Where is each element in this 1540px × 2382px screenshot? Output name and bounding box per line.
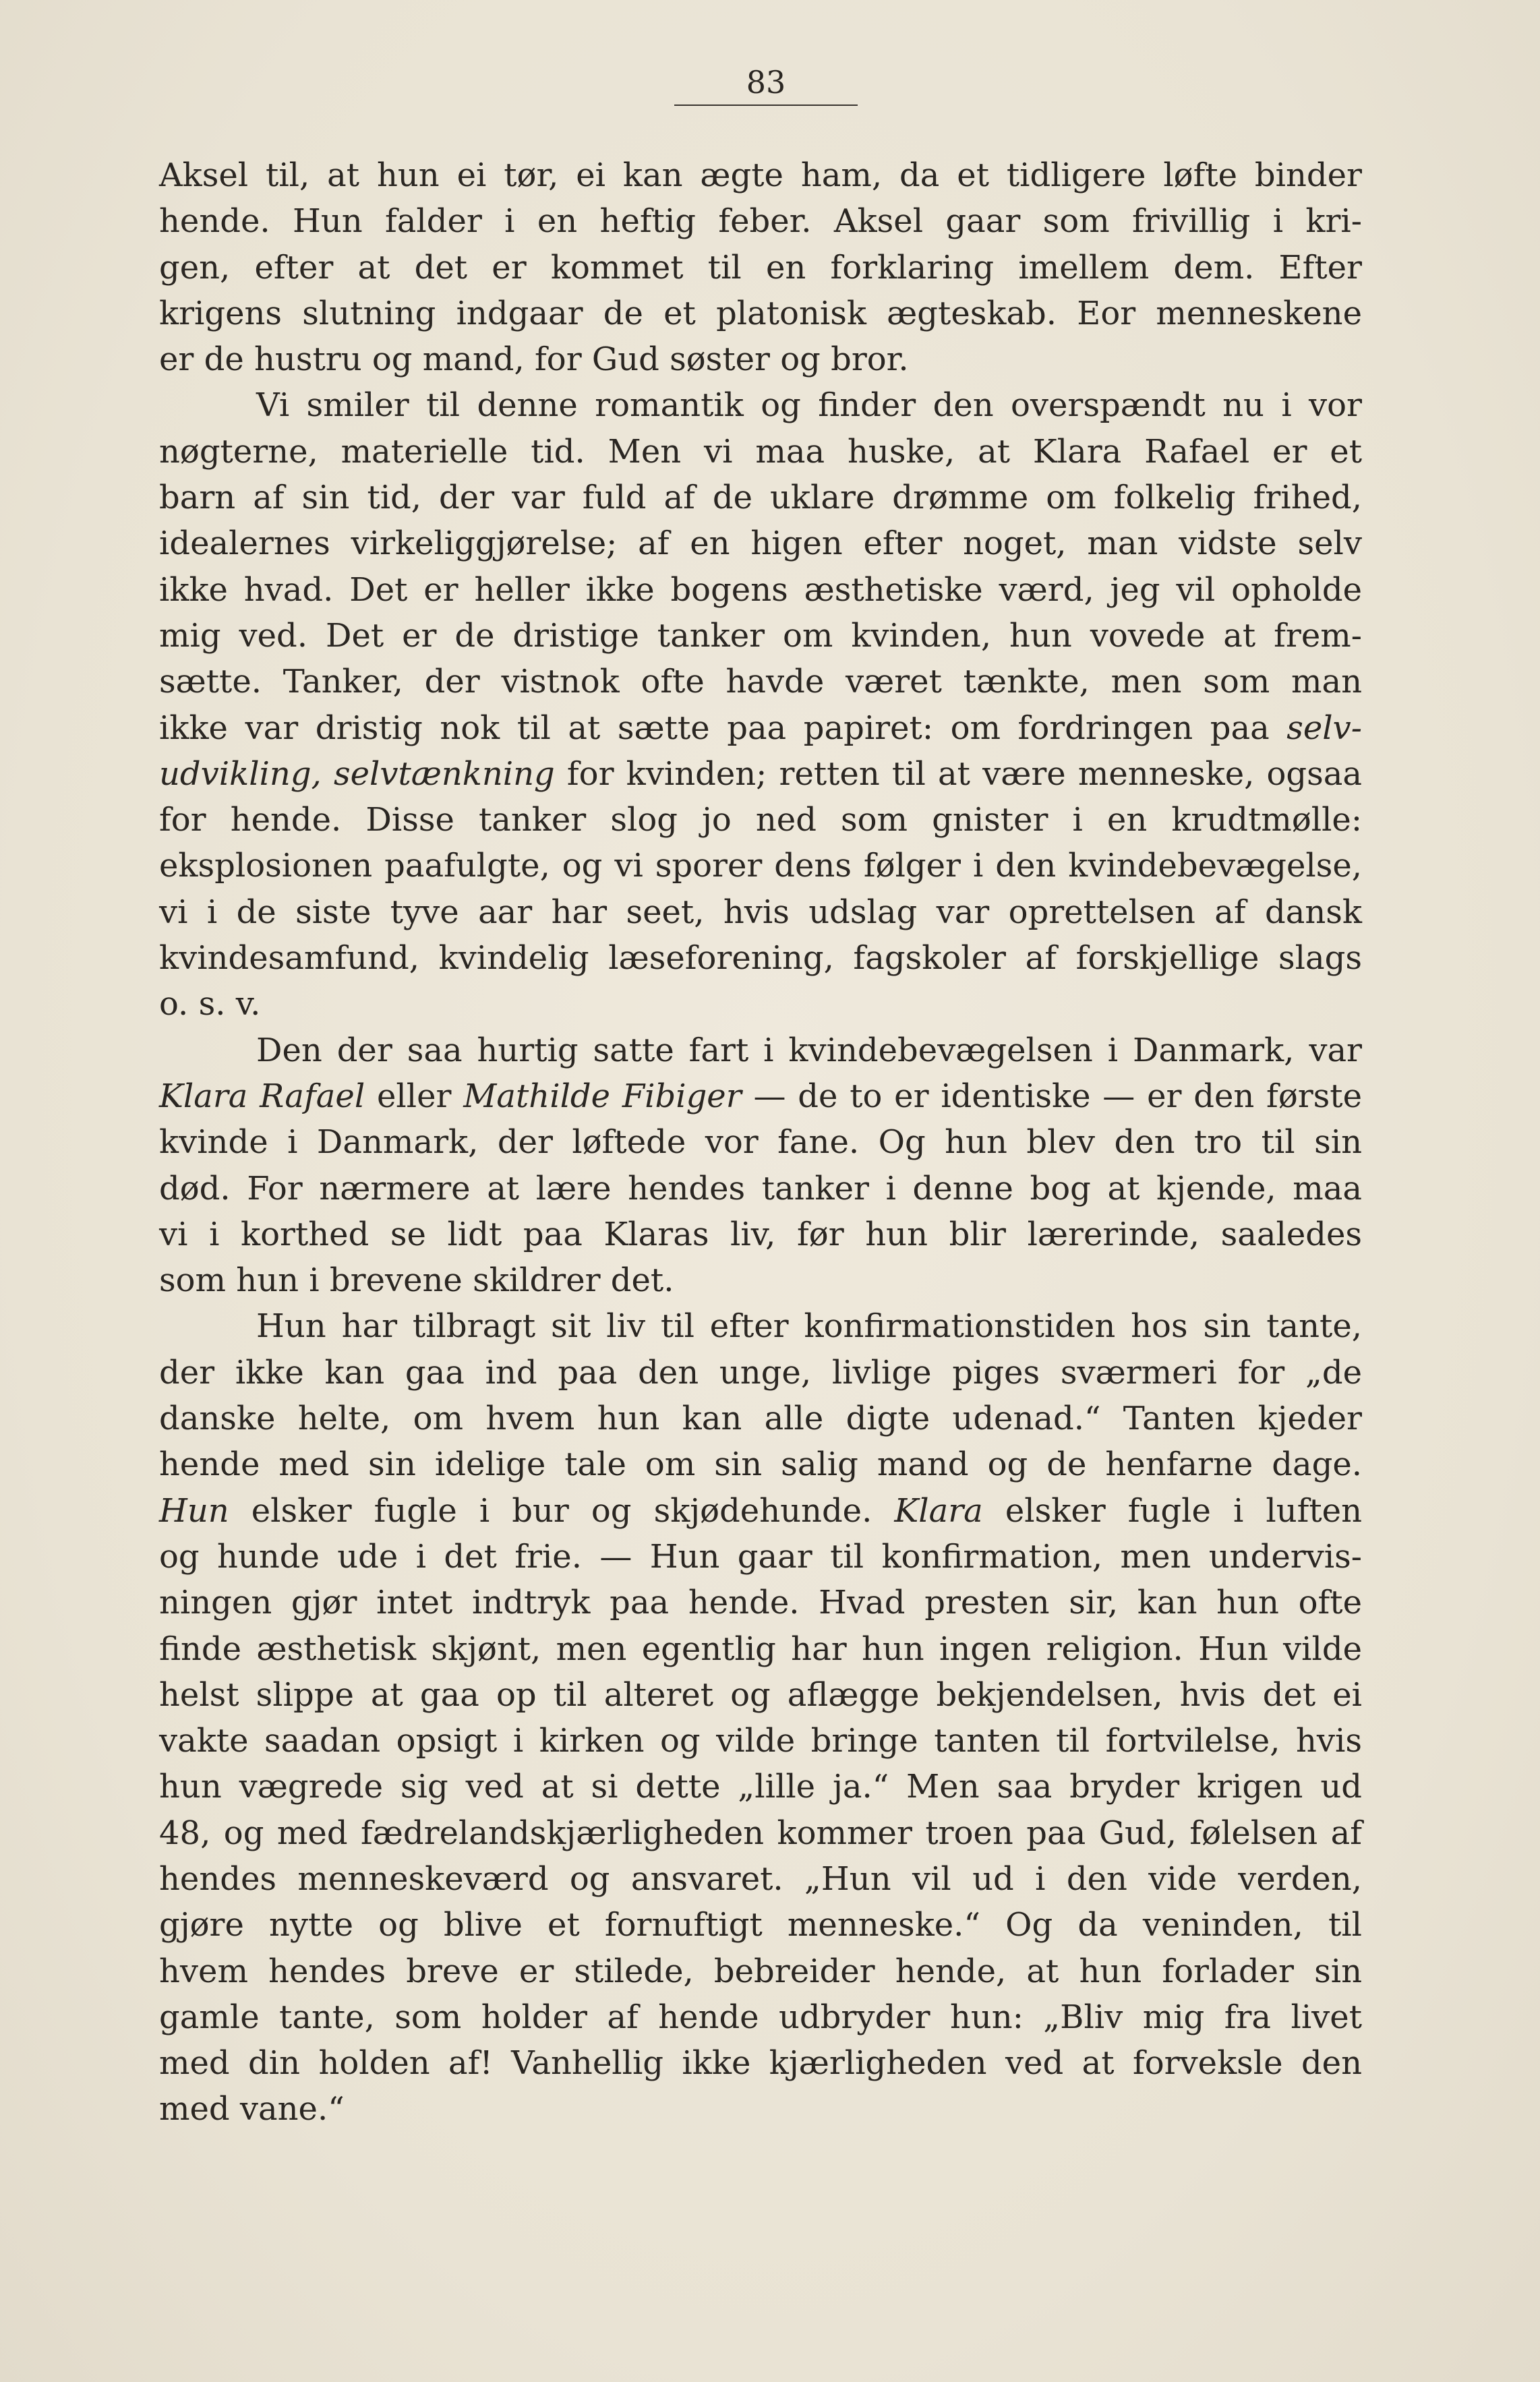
text-run: der ikke kan gaa ind paa den unge, livlige piges sværmeri for „de [159, 1353, 1362, 1392]
text-run: Aksel til, at hun ei tør, ei kan ægte ham, da et tidligere løfte binder [159, 156, 1362, 194]
text-line [159, 1441, 1362, 1487]
text-line [159, 1810, 1362, 1856]
text-line [159, 1257, 1362, 1303]
text-run: hende med sin idelige tale om sin salig mand og de henfarne dage. [159, 1446, 1362, 1484]
text-run: ikke hvad. Det er heller ikke bogens æsthetiske værd, jeg vil opholde [159, 570, 1362, 609]
text-line [159, 291, 1362, 336]
text-line [159, 1166, 1362, 1212]
text-run: hun vægrede sig ved at si dette „lille ja.“ Men saa bryder krigen ud [159, 1768, 1362, 1806]
text-line [159, 475, 1362, 520]
text-run: kvindesamfund, kvindelig læseforening, fagskoler af forskjellige slags [159, 939, 1362, 978]
text-line [159, 1028, 1362, 1073]
text-run: finde æsthetisk skjønt, men egentlig har hun ingen religion. Hun vilde [159, 1630, 1362, 1668]
text-run: vi i de siste tyve aar har seet, hvis udslag var oprettelsen af dansk [159, 893, 1362, 931]
text-line [159, 1303, 1362, 1349]
text-run: barn af sin tid, der var fuld af de uklare drømme om folkelig frihed, [159, 479, 1362, 517]
text-line [159, 1119, 1362, 1165]
text-run: mig ved. Det er de dristige tanker om kvinden, hun vovede at frem- [159, 616, 1362, 655]
text-line [159, 1718, 1362, 1764]
text-run: gjøre nytte og blive et fornuftigt menneske.“ Og da veninden, til [159, 1906, 1362, 1944]
text-line [159, 1948, 1362, 1994]
text-line [159, 1994, 1362, 2040]
text-run: hendes menneskeværd og ansvaret. „Hun vil ud i den vide verden, [159, 1859, 1362, 1898]
text-run: og hunde ude i det frie. — Hun gaar til konfirmation, men undervis- [159, 1537, 1362, 1576]
text-run: hvem hendes breve er stilede, bebreider hende, at hun forlader sin [159, 1952, 1362, 1990]
text-line [159, 567, 1362, 613]
text-run: 48, og med fædrelandskjærligheden kommer troen paa Gud, følelsen af [159, 1814, 1362, 1852]
text-line [159, 520, 1362, 566]
text-line [159, 1488, 1362, 1534]
text-run: ikke var dristig nok til at sætte paa papiret: om fordringen paa [159, 709, 1287, 747]
text-line [159, 1672, 1362, 1718]
text-run: sætte. Tanker, der vistnok ofte havde været tænkte, men som man [159, 663, 1362, 701]
text-line [159, 1350, 1362, 1396]
text-run: hende. Hun falder i en heftig feber. Aksel gaar som frivillig i kri- [159, 202, 1362, 241]
text-run: elsker fugle i luften [982, 1491, 1363, 1530]
text-line [159, 1902, 1362, 1948]
text-line [159, 1396, 1362, 1441]
italic-text: Klara Rafael [159, 1077, 365, 1115]
text-run: vi i korthed se lidt paa Klaras liv, før hun blir lærerinde, saaledes [159, 1215, 1362, 1253]
text-run: Den der saa hurtig satte fart i kvindebevægelsen i Danmark, var [256, 1031, 1362, 1069]
text-line [159, 659, 1362, 705]
text-line [159, 1856, 1362, 1902]
text-line [159, 843, 1362, 889]
text-run: med vane.“ [159, 2090, 345, 2128]
text-line [159, 935, 1362, 981]
text-line [159, 2086, 1362, 2132]
text-run: for kvinden; retten til at være menneske, ogsaa [554, 754, 1363, 793]
text-line [159, 1534, 1362, 1580]
text-run: elsker fugle i bur og skjødehunde. [229, 1491, 895, 1530]
text-run: er de hustru og mand, for Gud søster og bror. [159, 340, 909, 379]
text-line [159, 152, 1362, 198]
text-line [159, 1764, 1362, 1810]
text-line [159, 1073, 1362, 1119]
text-line [159, 981, 1362, 1027]
italic-text: Mathilde Fibiger [463, 1077, 742, 1115]
text-run: for hende. Disse tanker slog jo ned som gnister i en krudtmølle: [159, 801, 1362, 839]
text-line [159, 429, 1362, 475]
text-run: o. s. v. [159, 985, 261, 1023]
text-line [159, 1212, 1362, 1257]
text-run: kvinde i Danmark, der løftede vor fane. Og hun blev den tro til sin [159, 1123, 1362, 1162]
text-line [159, 382, 1362, 428]
text-run: krigens slutning indgaar de et platonisk ægteskab. Eor menneskene [159, 294, 1362, 332]
text-line [159, 198, 1362, 244]
text-line [159, 2040, 1362, 2086]
text-run: Hun har tilbragt sit liv til efter konfirmationstiden hos sin tante, [256, 1307, 1362, 1346]
text-line [159, 705, 1362, 751]
page-number: 83 [746, 64, 786, 100]
text-line [159, 245, 1362, 291]
text-line [159, 751, 1362, 797]
text-run: danske helte, om hvem hun kan alle digte udenad.“ Tanten kjeder [159, 1400, 1362, 1438]
text-run: nøgterne, materielle tid. Men vi maa huske, at Klara Rafael er et [159, 432, 1362, 471]
italic-text: Klara [894, 1491, 983, 1530]
italic-text: selv- [1286, 709, 1362, 747]
text-run: Vi smiler til denne romantik og finder den overspændt nu i vor [256, 386, 1362, 425]
text-line [159, 889, 1362, 935]
text-line [159, 1580, 1362, 1626]
body-text [159, 152, 1362, 2133]
header-rule [674, 105, 858, 106]
text-line [159, 613, 1362, 659]
text-line [159, 1626, 1362, 1672]
italic-text: Hun [159, 1491, 229, 1530]
text-run: eksplosionen paafulgte, og vi sporer dens følger i den kvindebevægelse, [159, 847, 1362, 885]
text-run: — de to er identiske — er den første [741, 1077, 1362, 1115]
text-run: som hun i brevene skildrer det. [159, 1261, 674, 1300]
text-line [159, 336, 1362, 382]
text-run: ningen gjør intet indtryk paa hende. Hvad presten sir, kan hun ofte [159, 1584, 1362, 1622]
text-line [159, 797, 1362, 843]
text-run: med din holden af! Vanhellig ikke kjærligheden ved at forveksle den [159, 2044, 1362, 2083]
text-run: død. For nærmere at lære hendes tanker i denne bog at kjende, maa [159, 1169, 1362, 1208]
text-run: helst slippe at gaa op til alteret og aflægge bekjendelsen, hvis det ei [159, 1675, 1362, 1714]
italic-text: udvikling, selvtænkning [159, 754, 555, 793]
text-run: eller [365, 1077, 464, 1115]
text-run: vakte saadan opsigt i kirken og vilde bringe tanten til fortvilelse, hvis [159, 1722, 1362, 1760]
text-run: idealernes virkeliggjørelse; af en higen efter noget, man vidste selv [159, 525, 1362, 563]
text-run: gamle tante, som holder af hende udbryder hun: „Bliv mig fra livet [159, 1998, 1362, 2036]
text-run: gen, efter at det er kommet til en forklaring imellem dem. Efter [159, 248, 1362, 287]
